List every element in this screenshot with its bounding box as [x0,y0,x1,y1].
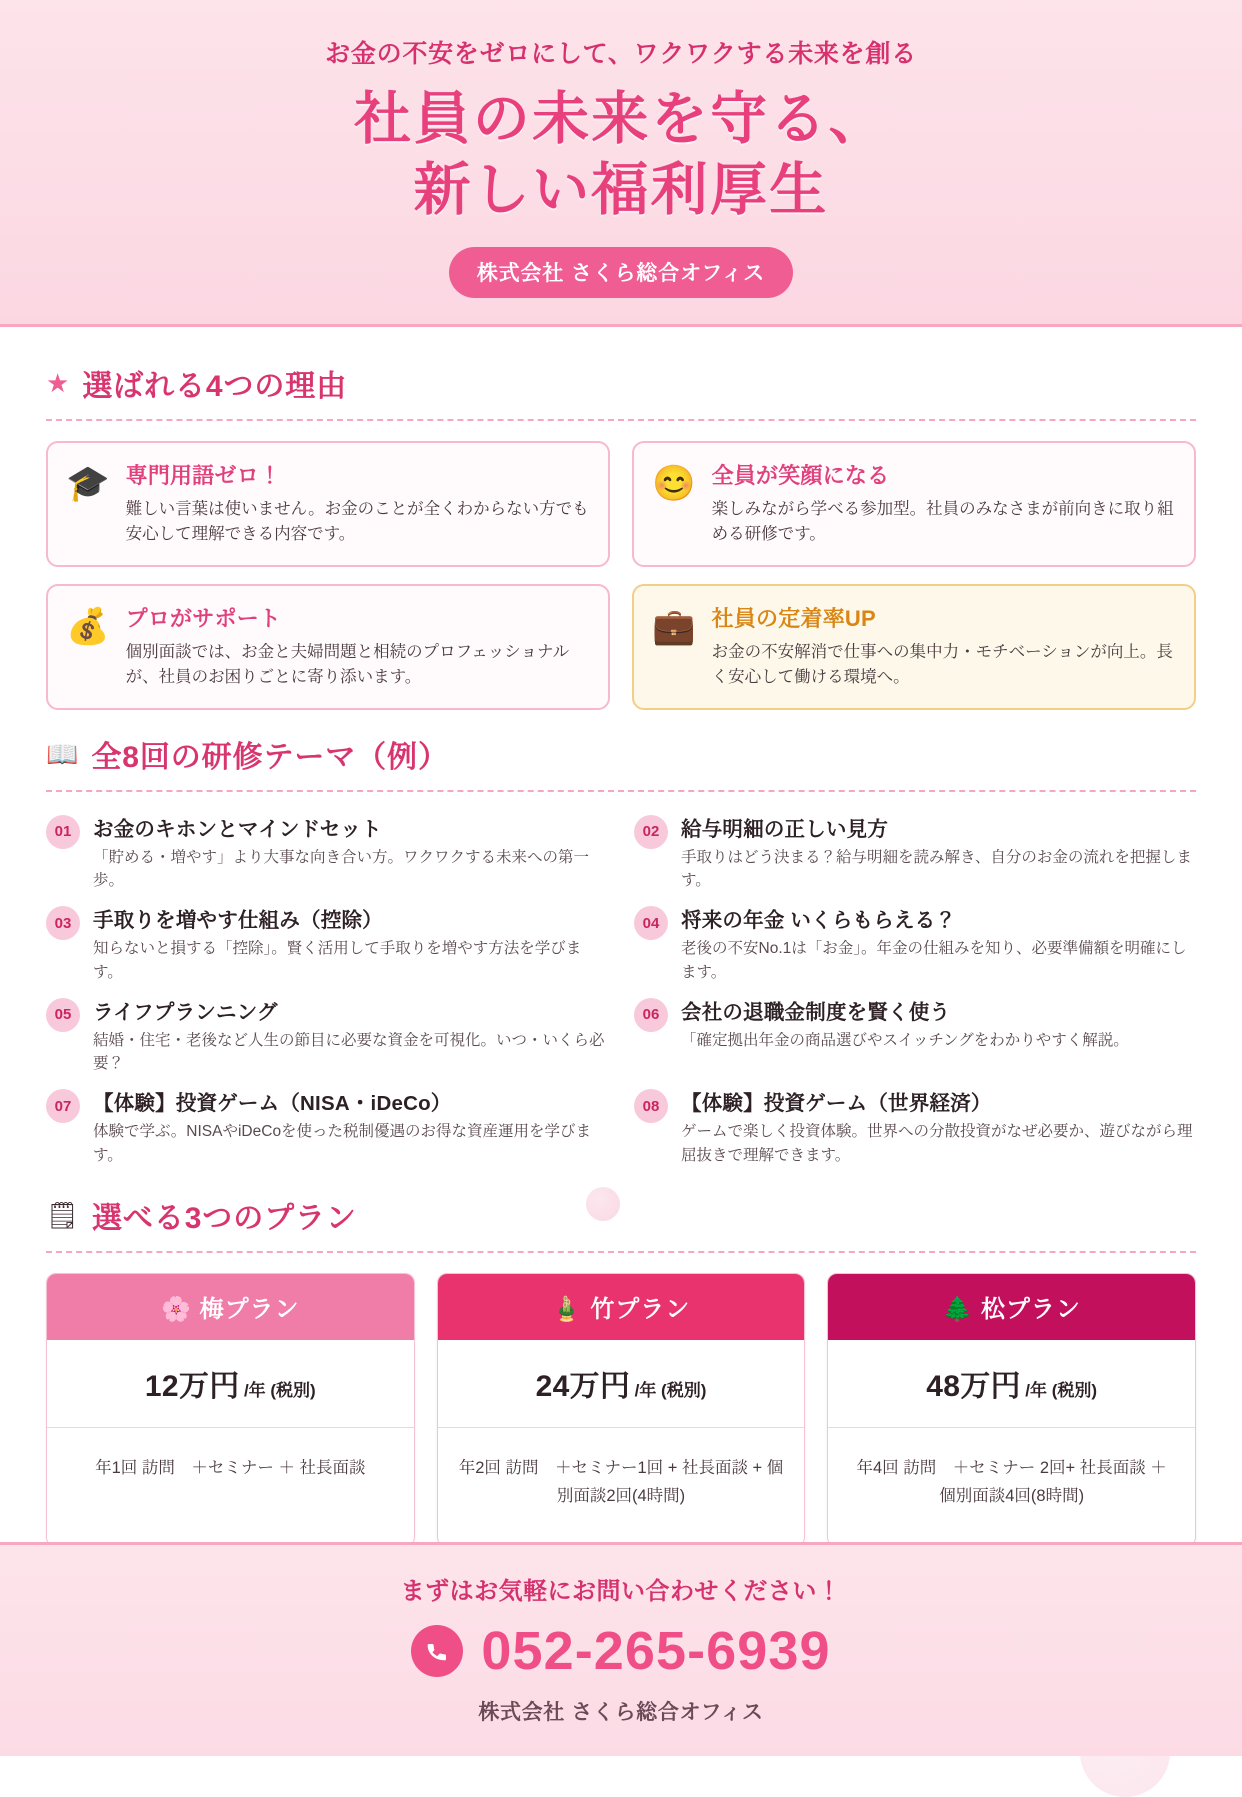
plan-header [438,1274,805,1340]
themes-grid [46,812,1196,1167]
reason-body: お金の不安解消で仕事への集中力・モチベーションが向上。長く安心して働ける環境へ。 [711,642,1173,687]
reason-card [632,441,1196,567]
plan-card-matsu[interactable] [827,1273,1196,1547]
reason-title: プロがサポート [125,605,282,631]
phone-number[interactable]: 052-265-6939 [481,1621,831,1681]
divider [46,419,1196,421]
plan-name: 竹プラン [590,1295,691,1323]
hero-kicker: お金の不安をゼロにして、ワクワクする未来を創る [325,40,917,68]
page-title [0,84,1242,227]
theme-body: ゲームで楽しく投資体験。世界への分散投資がなぜ必要か、遊びながら理屈抜きで理解できます。 [681,1123,1193,1164]
themes-section-title: 全8回の研修テーマ（例） [91,740,449,774]
hero-banner [0,0,1242,327]
reasons-section-title: 選ばれる4つの理由 [82,369,348,403]
theme-body: 老後の不安No.1は「お金」。年金の仕組みを知り、必要準備額を明確にします。 [681,940,1187,981]
theme-item [634,903,1196,984]
theme-body: 「貯める・増やす」より大事な向き合い方。ワクワクする未来への第一歩。 [93,848,590,889]
theme-number-badge: 05 [46,998,80,1032]
contact-lead: まずはお気軽にお問い合わせください！ [400,1578,842,1605]
cherry-blossom-icon: 🌸 [161,1295,192,1323]
reason-card [46,441,610,567]
theme-number-badge: 02 [634,815,668,849]
theme-body: 知らないと損する「控除」。賢く活用して手取りを増やす方法を学びます。 [93,940,582,981]
bamboo-icon: 🎍 [551,1295,583,1323]
open-book-icon: 📖 [46,738,79,769]
plan-description: 年2回 訪問 ＋セミナー1回 + 社長面談 + 個別面談2回(4時間) [458,1458,784,1505]
plan-unit: /年 (税別) [1025,1380,1098,1400]
page-title-line-2: 新しい福利厚生 [413,158,829,223]
plan-price [47,1340,414,1428]
plan-amount: 12万円 [144,1369,240,1403]
phone-row[interactable] [0,1620,1242,1682]
footer-company-name: 株式会社 さくら総合オフィス [478,1701,764,1724]
plan-price [828,1340,1195,1428]
reasons-section-heading [46,361,1196,405]
briefcase-icon: 💼 [652,606,696,646]
theme-item [46,995,608,1076]
themes-section-heading [46,732,1196,776]
reason-title: 専門用語ゼロ！ [125,462,282,488]
theme-item [634,995,1196,1076]
theme-number-badge: 04 [634,906,668,940]
plan-description: 年1回 訪問 ＋セミナー ＋ 社長面談 [95,1458,366,1477]
theme-title: 手取りを増やす仕組み（控除） [93,909,383,933]
theme-body: 手取りはどう決まる？給与明細を読み解き、自分のお金の流れを把握します。 [681,848,1192,889]
theme-body: 「確定拠出年金の商品選びやスイッチングをわかりやすく解説。 [681,1031,1129,1049]
plan-header [47,1274,414,1340]
graduation-cap-icon: 🎓 [66,463,110,503]
money-bag-icon: 💰 [66,606,110,646]
smiling-face-icon: 😊 [652,463,696,503]
divider [46,790,1196,792]
theme-title: 会社の退職金制度を賢く使う [681,1000,951,1024]
plan-amount: 24万円 [535,1369,631,1403]
divider [46,1251,1196,1253]
reasons-grid [46,441,1196,710]
plan-price [438,1340,805,1428]
theme-title: 給与明細の正しい見方 [681,817,889,841]
reason-body: 難しい言葉は使いません。お金のことが全くわからない方でも安心して理解できる内容です。 [125,499,589,544]
plan-header [828,1274,1195,1340]
reason-body: 楽しみながら学べる参加型。社員のみなさまが前向きに取り組める研修です。 [711,499,1174,544]
plan-card-take[interactable] [437,1273,806,1547]
theme-item [46,903,608,984]
plan-name: 松プラン [980,1295,1081,1323]
theme-body: 結婚・住宅・老後など人生の節目に必要な資金を可視化。いつ・いくら必要？ [93,1031,605,1072]
reason-card-highlighted [632,584,1196,710]
reason-title: 全員が笑顔になる [711,462,890,488]
theme-body: 体験で学ぶ。NISAやiDeCoを使った税制優遇のお得な資産運用を学びます。 [93,1123,592,1164]
reason-title: 社員の定着率UP [711,605,876,631]
reason-card [46,584,610,710]
theme-number-badge: 08 [634,1089,668,1123]
theme-title: お金のキホンとマインドセット [93,817,382,841]
company-badge: 株式会社 さくら総合オフィス [449,247,793,298]
plan-unit: /年 (税別) [243,1380,316,1400]
plans-section-heading [46,1193,1196,1237]
contact-footer [0,1542,1242,1756]
theme-title: 将来の年金 いくらもらえる？ [681,909,957,933]
theme-title: ライフプランニング [93,1000,278,1024]
theme-title: 【体験】投資ゲーム（NISA・iDeCo） [93,1092,452,1116]
theme-item [46,812,608,893]
theme-number-badge: 03 [46,906,80,940]
theme-title: 【体験】投資ゲーム（世界経済） [681,1092,992,1116]
phone-icon [411,1625,463,1677]
pine-tree-icon: 🌲 [942,1295,974,1323]
plans-grid [46,1273,1196,1547]
checklist-icon: 🗒 [46,1199,80,1230]
plan-name: 梅プラン [199,1295,300,1323]
plan-card-ume[interactable] [46,1273,415,1547]
plan-amount: 48万円 [926,1369,1021,1403]
theme-number-badge: 06 [634,998,668,1032]
page-title-line-1: 社員の未来を守る、 [354,87,888,151]
content-area [0,327,1242,1547]
reason-body: 個別面談では、お金と夫婦問題と相続のプロフェッショナルが、社員のお困りごとに寄り添います。 [125,642,570,687]
theme-item [634,1086,1196,1167]
star-icon: ★ [46,367,70,398]
plans-section-title: 選べる3つのプラン [92,1201,357,1235]
theme-number-badge: 01 [46,815,80,849]
theme-item [634,812,1196,893]
theme-item [46,1086,608,1167]
plan-unit: /年 (税別) [634,1380,707,1400]
plan-description: 年4回 訪問 ＋セミナー 2回+ 社長面談 ＋ 個別面談4回(8時間) [856,1458,1167,1505]
theme-number-badge: 07 [46,1089,80,1123]
